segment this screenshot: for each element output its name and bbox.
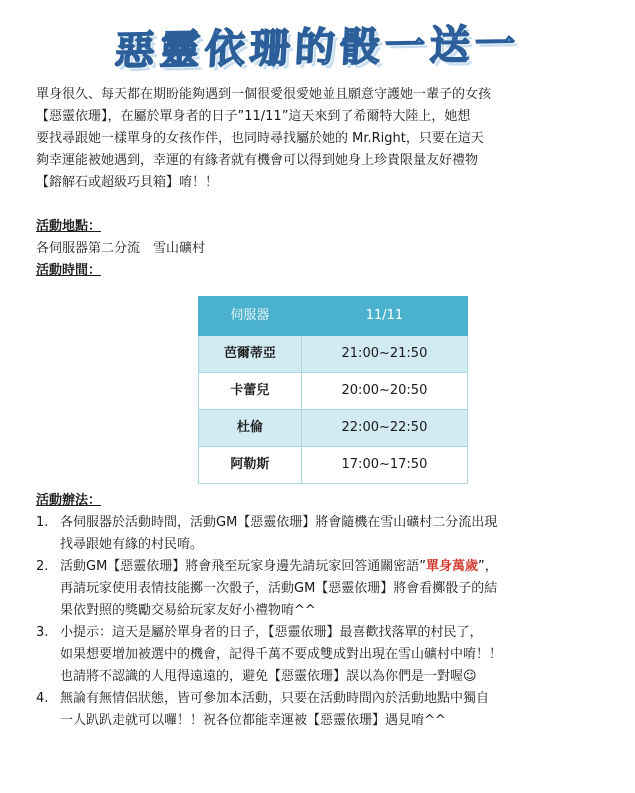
step-line: 再請玩家使用表情技能擲一次骰子，活動GM【惡靈依珊】將會看擲骰子的結 <box>60 581 498 596</box>
step-line: 活動GM【惡靈依珊】將會飛至玩家身邊先請玩家回答通關密語” <box>60 559 427 574</box>
method-step <box>60 512 604 556</box>
date-column-header: 11/11 <box>301 297 467 336</box>
schedule-header-row <box>199 297 468 336</box>
event-banner <box>0 8 635 74</box>
method-step <box>60 556 604 622</box>
method-step <box>60 688 604 732</box>
method-steps <box>36 512 604 732</box>
step-line: 果依對照的獎勵交易給玩家友好小禮物唷^^ <box>60 603 316 618</box>
passphrase: 單身萬歲 <box>426 559 479 574</box>
location-text: 各伺服器第二分流 雪山礦村 <box>36 241 206 256</box>
server-name: 阿勒斯 <box>199 447 302 484</box>
intro-line: 【鎔解石或超級巧貝箱】唷！！ <box>36 175 219 190</box>
event-time: 17:00~17:50 <box>301 447 467 484</box>
banner-title: 惡靈依珊的骰一送一 <box>113 20 522 75</box>
step-line: 各伺服器於活動時間，活動GM【惡靈依珊】將會隨機在雪山礦村二分流出現 <box>60 515 498 530</box>
intro-line: 要找尋跟她一樣單身的女孩作伴，也同時尋找屬於她的 Mr.Right，只要在這天 <box>36 131 484 146</box>
method-heading: 活動辦法： <box>36 493 102 508</box>
step-line: 找尋跟她有緣的村民唷。 <box>60 537 204 552</box>
schedule-row <box>199 410 468 447</box>
schedule-row <box>199 336 468 373</box>
method-step <box>60 622 604 688</box>
time-heading: 活動時間： <box>36 263 102 278</box>
location-heading: 活動地點： <box>36 219 102 234</box>
schedule-row <box>199 447 468 484</box>
step-line: 如果想要增加被選中的機會，記得千萬不要成雙成對出現在雪山礦村中唷！！ <box>60 647 503 662</box>
event-content <box>36 84 604 732</box>
server-name: 杜倫 <box>199 410 302 447</box>
server-name: 芭爾蒂亞 <box>199 336 302 373</box>
step-line: 無論有無情侶狀態，皆可參加本活動，只要在活動時間內於活動地點中獨自 <box>60 691 490 706</box>
schedule-row <box>199 373 468 410</box>
schedule-table <box>198 296 468 484</box>
server-name: 卡蕾兒 <box>199 373 302 410</box>
event-time: 22:00~22:50 <box>301 410 467 447</box>
step-line: 也請將不認識的人甩得遠遠的，避免【惡靈依珊】誤以為你們是一對喔☺ <box>60 669 477 684</box>
intro-line: 【惡靈依珊】，在屬於單身者的日子”11/11”這天來到了希爾特大陸上，她想 <box>36 109 471 124</box>
event-time: 21:00~21:50 <box>301 336 467 373</box>
intro-line: 夠幸運能被她遇到，幸運的有緣者就有機會可以得到她身上珍貴限量友好禮物 <box>36 153 479 168</box>
intro-line: 單身很久、每天都在期盼能夠遇到一個很愛很愛她並且願意守護她一輩子的女孩 <box>36 87 492 102</box>
event-time: 20:00~20:50 <box>301 373 467 410</box>
step-line: 小提示：這天是屬於單身者的日子，【惡靈依珊】最喜歡找落單的村民了， <box>60 625 483 640</box>
step-line: ”， <box>478 559 498 574</box>
step-line: 一人趴趴走就可以囉！！祝各位都能幸運被【惡靈依珊】遇見唷^^ <box>60 713 446 728</box>
intro-paragraph <box>36 84 604 194</box>
server-column-header: 伺服器 <box>199 297 302 336</box>
